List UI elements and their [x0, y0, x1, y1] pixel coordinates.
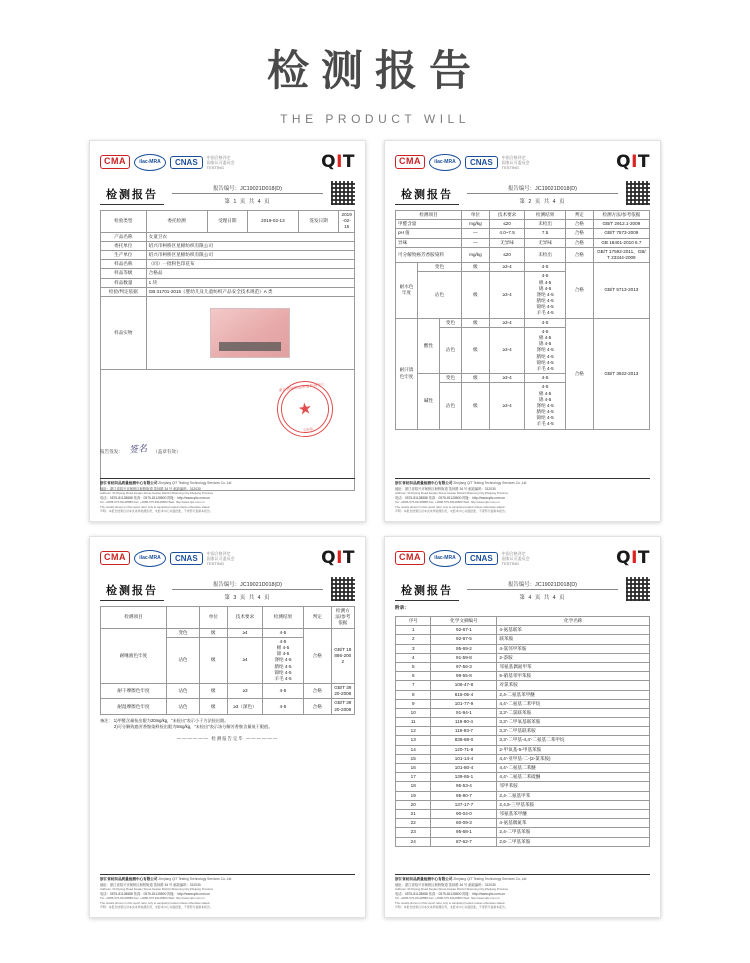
signature-image: 签名 [128, 443, 148, 455]
table-row: 耐唾液色牢度 变色 级 ≥4 4-5 合格 GB/T 18886-2002 [101, 628, 355, 637]
page-header [0, 0, 750, 126]
sheet2-report-title: 检测报告 [395, 186, 459, 205]
sheet3-notes: 备注： 1)甲醛含量检出限为20mg/kg，“未检出”表示小于方法检出限。 2)可分解致癌芳香胺染料检出限为5mg/kg，“未检出”表示该分解芳香胺含量低于限值。 [100, 717, 273, 730]
sheet-footer: 浙江省纺织品质量检测中心有限公司 Zhejiang QIT Testing Technology Services Co.,Ltd 地址：浙江省绍兴市柯桥区柯桥街道 笛扬路 34 号 邮政编码：312030 Address: 34 Diyang Road,Keqiao Street,Keqiao District,Shaoxing City,Zhejiang Province 电话：0575-81128888 传真：0575-81128800 网址：http://www.qitc.com.cn Tel: +0086-575-81128888 Fax: +0086-575-81128800 Web: http://www.qitc.com.cn The results shown in this report refer only to sample(s) tested unless otherwise stated. 声明：本报告结果仅对本次来样检测负责，未经本中心书面批准，不得部分复制本报告。 [100, 874, 355, 909]
signature-row: 报告签发： 签名 （盖章有效） [100, 443, 181, 455]
table-row: 14 120-71-8 2-甲氧基-5-甲基苯胺 [396, 745, 650, 754]
table-header-row: 检测项目 单位 技术要求 检测结果 判定 检测方法/参考依据 [101, 607, 355, 629]
table-row: 可分解致癌芳香胺染料 mg/kg ≤20 未检出 合格 GB/T 17592-2011、GB/T 23344-2009 [396, 247, 650, 262]
table-row: 样品数量 1 块 [101, 278, 355, 287]
table-row: 24 87-62-7 2,6-二甲基苯胺 [396, 837, 650, 846]
table-row: 耐水色牢度 变色 级 ≥3-4 4-5 合格 GB/T 5713-2013 [396, 263, 650, 272]
table-row: 沾色 级 ≥3-4 4-5 棉 4-5 锦 4-5 涤纶 4-5 腈纶 4-5 锦纶 4-5 羊毛 4-5 [396, 272, 650, 318]
cnas-logo: CNAS [170, 552, 203, 565]
table-row: 4 91-59-8 2-萘胺 [396, 653, 650, 662]
table-row: 沾色 级 ≥4 4-5 棉 4-5 锦 4-5 涤纶 4-5 腈纶 4-5 锦纶 4-5 羊毛 4-5 [101, 637, 355, 683]
table-row: 生产单位 绍兴市柯桥区星棉纺织有限公司 [101, 250, 355, 259]
lab-accreditation-text: 中国合格评定 国家认可委员会 TESTING [206, 550, 235, 566]
cnas-logo: CNAS [170, 156, 203, 169]
sheet3-results-table [100, 606, 355, 715]
qit-logo: QIT [321, 152, 355, 172]
appendix-label: 附录： [395, 605, 409, 610]
table-row: 7 106-47-8 对氯苯胺 [396, 681, 650, 690]
table-row: 样品等级 合格品 [101, 269, 355, 278]
sheet1-page-no: 第 1 页 共 4 页 [224, 199, 271, 205]
page-title: 检测报告 [266, 46, 483, 95]
sheet-footer: 浙江省纺织品质量检测中心有限公司 Zhejiang QIT Testing Technology Services Co.,Ltd 地址：浙江省绍兴市柯桥区柯桥街道 笛扬路 34 号 邮政编码：312030 Address: 34 Diyang Road,Keqiao Street,Keqiao District,Shaoxing City,Zhejiang Province 电话：0575-81128888 传真：0575-81128800 网址：http://www.qitc.com.cn Tel: +0086-575-81128888 Fax: +0086-575-81128800 Web: http://www.qitc.com.cn The results shown in this report refer only to sample(s) tested unless otherwise stated. 声明：本报告结果仅对本次来样检测负责，未经本中心书面批准，不得部分复制本报告。 [100, 478, 355, 513]
sheet-footer: 浙江省纺织品质量检测中心有限公司 Zhejiang QIT Testing Technology Services Co.,Ltd 地址：浙江省绍兴市柯桥区柯桥街道 笛扬路 34 号 邮政编码：312030 Address: 34 Diyang Road,Keqiao Street,Keqiao District,Shaoxing City,Zhejiang Province 电话：0575-81128888 传真：0575-81128800 网址：http://www.qitc.com.cn Tel: +0086-575-81128888 Fax: +0086-575-81128800 Web: http://www.qitc.com.cn The results shown in this report refer only to sample(s) tested unless otherwise stated. 声明：本报告结果仅对本次来样检测负责，未经本中心书面批准，不得部分复制本报告。 [395, 478, 650, 513]
table-row: 1 92-67-1 4-氨基联苯 [396, 626, 650, 635]
sheet1-report-title: 检测报告 [100, 186, 164, 205]
table-row: 6 99-55-8 5-硝基邻甲苯胺 [396, 672, 650, 681]
table-row: 22 60-09-3 4-氨基偶氮苯 [396, 819, 650, 828]
table-row: 样品名称 （同）一批粉色印花布 [101, 260, 355, 269]
sample-photo-row: 样品实物 [101, 296, 355, 369]
ilac-mra-logo: ilac-MRA [134, 550, 166, 567]
cma-logo: CMA [395, 551, 425, 565]
cnas-logo: CNAS [465, 156, 498, 169]
lab-accreditation-text: 中国合格评定 国家认可委员会 TESTING [501, 550, 530, 566]
table-row: 18 95-53-4 邻甲苯胺 [396, 782, 650, 791]
table-row: 2 92-87-5 联苯胺 [396, 635, 650, 644]
qr-code-icon [331, 181, 355, 205]
report-sheet-4[interactable] [384, 536, 661, 918]
table-row: 异味 — 无异味 无异味 合格 GB 18401-2010 6.7 [396, 238, 650, 247]
fastness-detail: 4-5 棉 4-5 锦 4-5 涤纶 4-5 腈纶 4-5 锦纶 4-5 羊毛 4-5 [525, 383, 566, 429]
report-sheet-1[interactable] [89, 140, 366, 522]
qr-code-icon [626, 577, 650, 601]
table-row: 17 139-65-1 4,4'-二氨基二苯硫醚 [396, 773, 650, 782]
fastness-detail: 4-5 棉 4-5 锦 4-5 涤纶 4-5 腈纶 4-5 锦纶 4-5 羊毛 4-5 [525, 272, 566, 318]
table-row: 甲醛含量 mg/kg ≤20 未检出 合格 GB/T 2912.1-2009 [396, 220, 650, 229]
fastness-detail: 4-5 棉 4-5 锦 4-5 涤纶 4-5 腈纶 4-5 锦纶 4-5 羊毛 4-5 [525, 327, 566, 373]
table-row: 3 95-69-2 4-氯邻甲苯胺 [396, 644, 650, 653]
table-row: 8 615-05-4 2,4-二氨基苯甲醚 [396, 690, 650, 699]
sample-photo-cell [146, 296, 354, 369]
qr-code-icon [331, 577, 355, 601]
table-row: 9 101-77-9 4,4'-二氨基二苯甲烷 [396, 699, 650, 708]
table-row: 16 101-80-4 4,4'-二氨基二苯醚 [396, 764, 650, 773]
table-row: 耐汗渍色牢度 酸性 变色 级 ≥3-4 4-5 合格 GB/T 3922-2013 [396, 318, 650, 327]
table-header-row: 序号 化学文摘编号 化学名称 [396, 617, 650, 626]
table-row: 15 101-14-4 4,4'-亚甲基-二-(2-氯苯胺) [396, 754, 650, 763]
sheet4-title-row [395, 577, 650, 601]
sheet4-amines-table [395, 616, 650, 847]
table-row: 20 137-17-7 2,4,5-三甲基苯胺 [396, 800, 650, 809]
sheet4-report-title: 检测报告 [395, 582, 459, 601]
table-row: 23 95-68-1 2,4-二甲基苯胺 [396, 828, 650, 837]
accreditation-logos [395, 545, 650, 571]
accreditation-logos [100, 149, 355, 175]
cma-logo: CMA [100, 551, 130, 565]
table-row: 11 119-90-4 3,3'-二甲氧基联苯胺 [396, 718, 650, 727]
ilac-mra-logo: ilac-MRA [429, 154, 461, 171]
table-row: 碱性 变色 级 ≥3-4 4-5 [396, 374, 650, 383]
cma-logo: CMA [395, 155, 425, 169]
accreditation-logos [395, 149, 650, 175]
table-row: 19 95-80-7 2,4-二氨基甲苯 [396, 791, 650, 800]
sheet2-report-no: 报告编号：JC19021D018(D) [467, 184, 618, 194]
table-row: 沾色 级 ≥3-4 4-5 棉 4-5 锦 4-5 涤纶 4-5 腈纶 4-5 锦纶 4-5 羊毛 4-5 [396, 383, 650, 429]
lab-accreditation-text: 中国合格评定 国家认可委员会 TESTING [501, 154, 530, 170]
ilac-mra-logo: ilac-MRA [134, 154, 166, 171]
official-seal: 浙江省纺织品质量检测中心 ★ 专用章 [273, 377, 336, 440]
sheet1-report-no: 报告编号：JC19021D018(D) [172, 184, 323, 194]
table-row: 检验类型 委托检测 受理日期 2019-02-13 签发日期 2019-02-15 [101, 211, 355, 233]
report-sheet-3[interactable] [89, 536, 366, 918]
table-row: 12 119-93-7 3,3'-二甲基联苯胺 [396, 727, 650, 736]
table-row: 沾色 级 ≥3-4 4-5 棉 4-5 锦 4-5 涤纶 4-5 腈纶 4-5 锦纶 4-5 羊毛 4-5 [396, 327, 650, 373]
table-row: 5 97-56-3 邻氨基偶氮甲苯 [396, 662, 650, 671]
sheet2-results-table [395, 210, 650, 430]
table-row: 13 838-88-0 3,3'-二甲基-4,4'-二氨基二苯甲烷 [396, 736, 650, 745]
qr-code-icon [626, 181, 650, 205]
table-row: 委托单位 绍兴市柯桥区星棉纺织有限公司 [101, 241, 355, 250]
table-row: pH 值 — 4.0~7.5 7.5 合格 GB/T 7573-2009 [396, 229, 650, 238]
sheet4-page-no: 第 4 页 共 4 页 [519, 595, 566, 601]
page-subtitle: THE PRODUCT WILL [280, 112, 470, 126]
qit-logo: QIT [321, 548, 355, 568]
sheet4-report-no: 报告编号：JC19021D018(D) [467, 580, 618, 590]
accreditation-logos [100, 545, 355, 571]
report-sheets [0, 140, 750, 918]
cnas-logo: CNAS [465, 552, 498, 565]
sheet1-title-row [100, 181, 355, 205]
sheet-footer: 浙江省纺织品质量检测中心有限公司 Zhejiang QIT Testing Technology Services Co.,Ltd 地址：浙江省绍兴市柯桥区柯桥街道 笛扬路 34 号 邮政编码：312030 Address: 34 Diyang Road,Keqiao Street,Keqiao District,Shaoxing City,Zhejiang Province 电话：0575-81128888 传真：0575-81128800 网址：http://www.qitc.com.cn Tel: +0086-575-81128888 Fax: +0086-575-81128800 Web: http://www.qitc.com.cn The results shown in this report refer only to sample(s) tested unless otherwise stated. 声明：本报告结果仅对本次来样检测负责，未经本中心书面批准，不得部分复制本报告。 [395, 874, 650, 909]
table-row: 21 90-04-0 邻氨基苯甲醚 [396, 809, 650, 818]
sheet2-title-row [395, 181, 650, 205]
lab-accreditation-text: 中国合格评定 国家认可委员会 TESTING [206, 154, 235, 170]
table-header-row: 检测项目 单位 技术要求 检测结果 判定 检测方法/参考依据 [396, 211, 650, 220]
sheet3-report-title: 检测报告 [100, 582, 164, 601]
report-sheet-2[interactable] [384, 140, 661, 522]
sheet3-report-no: 报告编号：JC19021D018(D) [172, 580, 323, 590]
cma-logo: CMA [100, 155, 130, 169]
table-row: 耐湿摩擦色牢度 沾色 级 ≥3（深色） 4-5 合格 GB/T 3920-2008 [101, 699, 355, 714]
ilac-mra-logo: ilac-MRA [429, 550, 461, 567]
qit-logo: QIT [616, 548, 650, 568]
table-row: 产品名称 女童卫衣 [101, 232, 355, 241]
report-end-mark: —————— 检测报告完毕 —————— [176, 736, 279, 742]
qit-logo: QIT [616, 152, 650, 172]
fastness-detail: 4-5 棉 4-5 锦 4-5 涤纶 4-5 腈纶 4-5 锦纶 4-5 羊毛 4-5 [263, 637, 304, 683]
sheet3-title-row [100, 577, 355, 601]
table-row: 10 91-94-1 3,3'-二氯联苯胺 [396, 708, 650, 717]
table-row: 耐干摩擦色牢度 沾色 级 ≥3 4-5 合格 GB/T 3920-2008 [101, 684, 355, 699]
table-row: 检验/判定依据 GB 31701-2015《婴幼儿及儿童纺织产品安全技术规范》A 类 [101, 287, 355, 296]
sheet2-page-no: 第 2 页 共 4 页 [519, 199, 566, 205]
sample-photo [210, 308, 290, 358]
sheet3-page-no: 第 3 页 共 4 页 [224, 595, 271, 601]
